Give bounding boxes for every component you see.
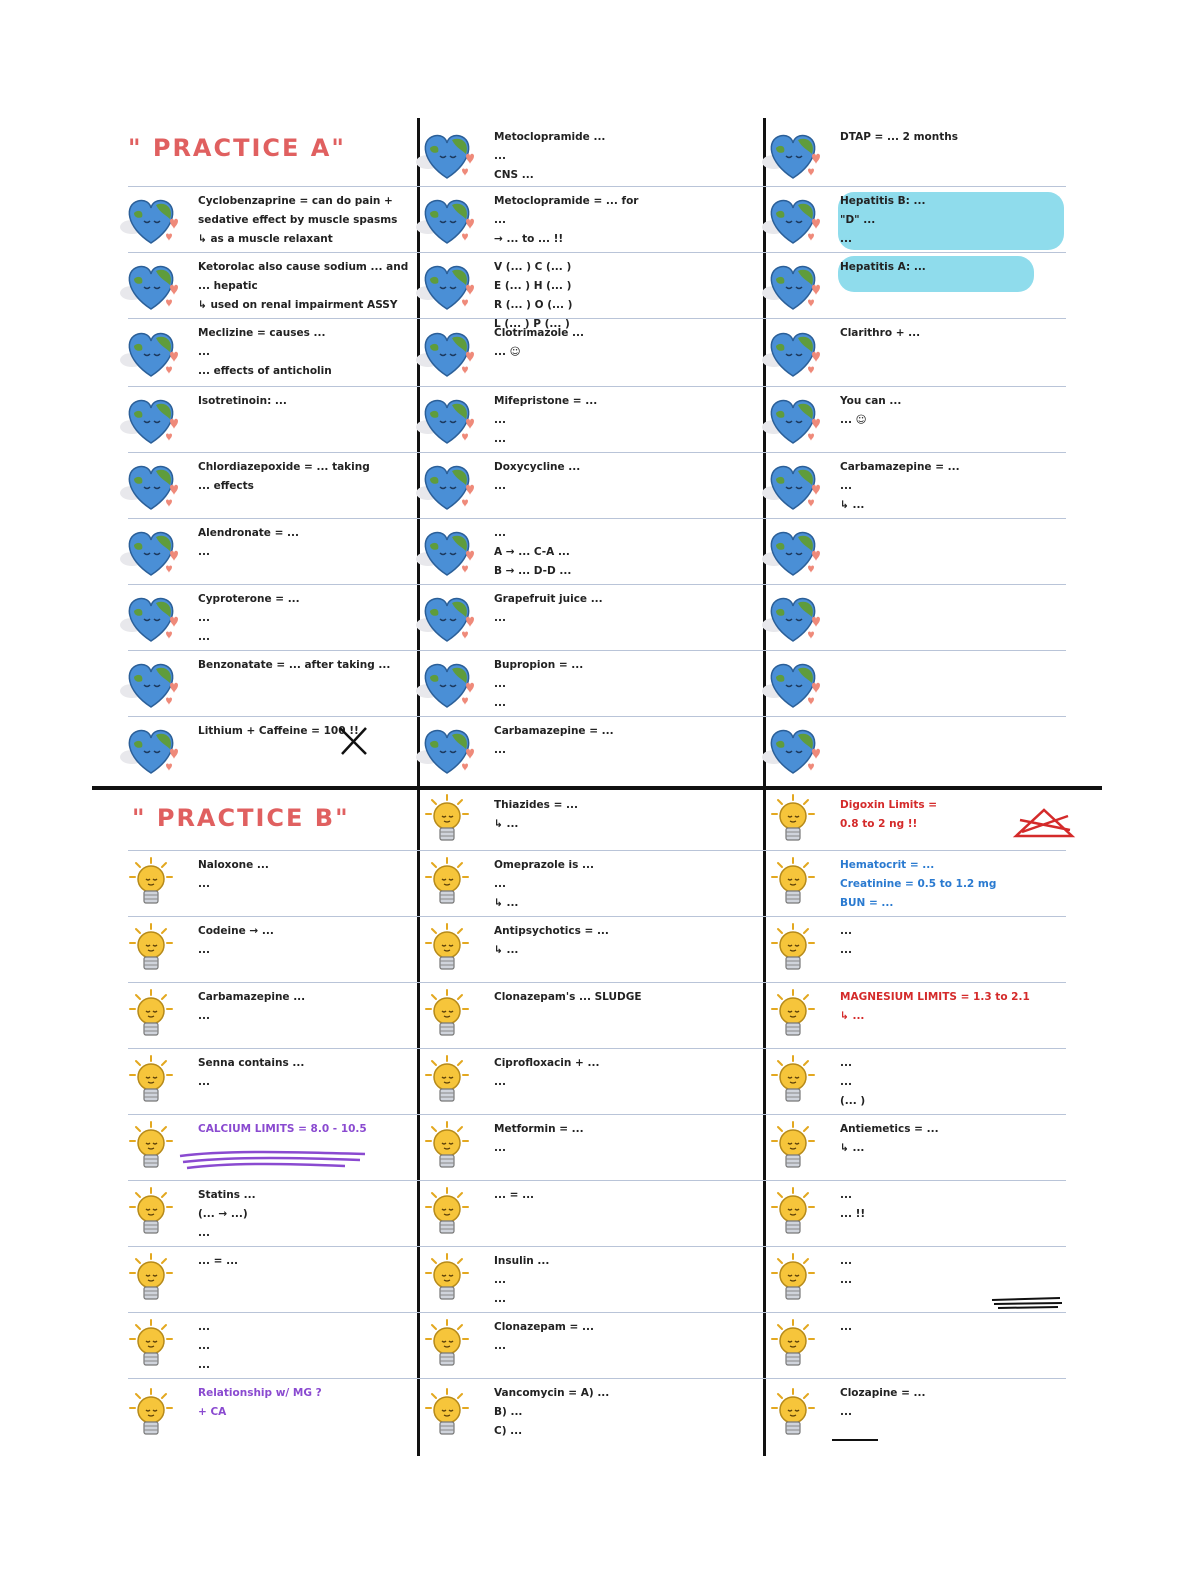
note-a-col2-4: Mifepristone = ... ... ... <box>494 395 598 445</box>
heart-earth-icon <box>120 589 182 645</box>
row-line-b-7 <box>128 1246 1066 1247</box>
lightbulb-icon <box>416 855 478 911</box>
heart-earth-icon <box>120 257 182 313</box>
heart-earth-icon <box>762 257 824 313</box>
note-b-col3-8: ... <box>840 1321 852 1333</box>
lightbulb-icon <box>762 792 824 848</box>
note-a-col2-8: Bupropion = ... ... ... <box>494 659 584 709</box>
note-a-col2-3: Clotrimazole ... ... ☺ <box>494 327 585 358</box>
note-a-col3-9 <box>840 722 1058 780</box>
note-b-col3-2: ... ... <box>840 925 852 956</box>
heart-earth-icon <box>762 655 824 711</box>
lightbulb-icon <box>762 1317 824 1373</box>
row-line-a-7 <box>128 584 1066 585</box>
note-b-col1-2: Carbamazepine ... ... <box>198 991 306 1022</box>
note-a-col3-2: Hepatitis A: ... <box>840 261 926 273</box>
note-a-col2-9: Carbamazepine = ... ... <box>494 725 614 756</box>
heart-earth-icon <box>416 126 478 182</box>
lightbulb-icon <box>762 1386 824 1442</box>
lightbulb-icon <box>120 921 182 977</box>
note-b-col3-3: MAGNESIUM LIMITS = 1.3 to 2.1 ↳ ... <box>840 991 1030 1022</box>
note-a-col1-4: Chlordiazepoxide = ... taking ... effects <box>198 461 370 492</box>
digoxin-star-scribble <box>1010 806 1078 844</box>
heart-earth-icon <box>416 589 478 645</box>
row-line-a-3 <box>128 318 1066 319</box>
section-title-b: " PRACTICE B" <box>132 804 350 832</box>
note-a-col1-0: Cyclobenzaprine = can do pain + sedative effect by muscle spasms ↳ as a muscle relaxant <box>198 195 398 245</box>
lightbulb-icon <box>120 1251 182 1307</box>
heart-earth-icon <box>762 457 824 513</box>
heart-earth-icon <box>120 721 182 777</box>
lightbulb-icon <box>416 987 478 1043</box>
lightbulb-icon <box>416 1185 478 1241</box>
scribble-underline <box>988 1294 1066 1312</box>
heart-earth-icon <box>120 391 182 447</box>
row-line-a-6 <box>128 518 1066 519</box>
note-a-col3-4: You can ... ... ☺ <box>840 395 902 426</box>
note-b-col3-6: ... ... !! <box>840 1189 866 1220</box>
lightbulb-icon <box>416 921 478 977</box>
heart-earth-icon <box>120 457 182 513</box>
row-line-b-2 <box>128 916 1066 917</box>
row-line-a-8 <box>128 650 1066 651</box>
heart-earth-icon <box>416 324 478 380</box>
note-b-col1-5: Statins ... (... → ...) ... <box>198 1189 256 1239</box>
note-a-col3-7 <box>840 590 1058 648</box>
note-a-col3-6 <box>840 524 1058 582</box>
row-line-b-4 <box>128 1048 1066 1049</box>
note-a-col1-2: Meclizine = causes ... ... ... effects of anticholin <box>198 327 332 377</box>
lithium-x-mark <box>336 724 370 758</box>
note-a-col3-1: Hepatitis B: ... "D" ... ... <box>840 195 926 245</box>
lightbulb-icon <box>762 1251 824 1307</box>
lightbulb-icon <box>120 1119 182 1175</box>
note-a-col2-0: Metoclopramide ... ... CNS ... <box>494 131 606 181</box>
lightbulb-icon <box>416 1317 478 1373</box>
heart-earth-icon <box>762 523 824 579</box>
row-line-a-5 <box>128 452 1066 453</box>
heart-earth-icon <box>120 324 182 380</box>
heart-earth-icon <box>762 721 824 777</box>
note-a-col3-5: Carbamazepine = ... ... ↳ ... <box>840 461 960 511</box>
lightbulb-icon <box>416 1386 478 1442</box>
note-a-col1-8: Lithium + Caffeine = 100 !! <box>198 725 359 737</box>
row-line-a-9 <box>128 716 1066 717</box>
note-a-col1-7: Benzonatate = ... after taking ... <box>198 659 391 671</box>
note-b-col2-7: Insulin ... ... ... <box>494 1255 550 1305</box>
section-divider <box>92 786 1102 790</box>
lightbulb-icon <box>120 1053 182 1109</box>
note-b-col1-6: ... = ... <box>198 1255 239 1267</box>
note-b-col2-6: ... = ... <box>494 1189 535 1201</box>
row-line-b-3 <box>128 982 1066 983</box>
note-b-col3-4: ... ... (... ) <box>840 1057 866 1107</box>
note-b-col3-5: Antiemetics = ... ↳ ... <box>840 1123 939 1154</box>
heart-earth-icon <box>416 721 478 777</box>
note-b-col2-0: Thiazides = ... ↳ ... <box>494 799 578 830</box>
note-a-col3-8 <box>840 656 1058 714</box>
lightbulb-icon <box>120 1185 182 1241</box>
heart-earth-icon <box>762 324 824 380</box>
note-b-col3-0: Digoxin Limits = 0.8 to 2 ng !! <box>840 799 938 830</box>
note-b-col1-3: Senna contains ... ... <box>198 1057 305 1088</box>
note-a-col2-5: Doxycycline ... ... <box>494 461 581 492</box>
heart-earth-icon <box>416 191 478 247</box>
note-a-col2-1: Metoclopramide = ... for ... → ... to ... !! <box>494 195 639 245</box>
note-b-col2-1: Omeprazole is ... ... ↳ ... <box>494 859 594 909</box>
note-b-col3-1: Hematocrit = ... Creatinine = 0.5 to 1.2 mg BUN = ... <box>840 859 997 909</box>
note-b-col3-7: ... ... <box>840 1255 852 1286</box>
lightbulb-icon <box>120 855 182 911</box>
calcium-underline-scribble <box>175 1148 375 1172</box>
note-b-col1-7: ... ... ... <box>198 1321 210 1371</box>
row-line-b-8 <box>128 1312 1066 1313</box>
note-a-col1-5: Alendronate = ... ... <box>198 527 300 558</box>
row-line-b-5 <box>128 1114 1066 1115</box>
note-b-col1-0: Naloxone ... ... <box>198 859 269 890</box>
note-a-col3-3: Clarithro + ... <box>840 327 921 339</box>
note-a-col2-7: Grapefruit juice ... ... <box>494 593 603 624</box>
note-b-col2-9: Vancomycin = A) ... B) ... C) ... <box>494 1387 610 1437</box>
heart-earth-icon <box>762 391 824 447</box>
row-line-a-1 <box>128 186 1066 187</box>
heart-earth-icon <box>416 257 478 313</box>
row-line-a-2 <box>128 252 1066 253</box>
lightbulb-icon <box>416 1119 478 1175</box>
lightbulb-icon <box>762 1119 824 1175</box>
note-b-col2-8: Clonazepam = ... ... <box>494 1321 594 1352</box>
lightbulb-icon <box>120 1386 182 1442</box>
lightbulb-icon <box>762 1185 824 1241</box>
row-line-b-9 <box>128 1378 1066 1379</box>
section-title-a: " PRACTICE A" <box>128 134 346 162</box>
note-a-col1-6: Cyproterone = ... ... ... <box>198 593 300 643</box>
row-line-b-6 <box>128 1180 1066 1181</box>
heart-earth-icon <box>762 589 824 645</box>
note-a-col2-6: ... A → ... C-A ... B → ... D-D ... <box>494 527 572 577</box>
lightbulb-icon <box>416 1053 478 1109</box>
note-b-col3-9: Clozapine = ... ... <box>840 1387 926 1418</box>
note-b-col1-4: CALCIUM LIMITS = 8.0 - 10.5 <box>198 1123 367 1135</box>
note-b-col2-5: Metformin = ... ... <box>494 1123 584 1154</box>
lightbulb-icon <box>120 1317 182 1373</box>
heart-earth-icon <box>120 523 182 579</box>
lightbulb-icon <box>120 987 182 1043</box>
heart-earth-icon <box>416 457 478 513</box>
heart-earth-icon <box>120 191 182 247</box>
lightbulb-icon <box>416 1251 478 1307</box>
note-b-col1-8: Relationship w/ MG ? + CA <box>198 1387 322 1418</box>
lightbulb-icon <box>762 1053 824 1109</box>
heart-earth-icon <box>762 191 824 247</box>
note-b-col1-1: Codeine → ... ... <box>198 925 274 956</box>
know-underline <box>830 1436 880 1444</box>
note-a-col1-1: Ketorolac also cause sodium ... and ... hepatic ↳ used on renal impairment ASSY <box>198 261 409 311</box>
heart-earth-icon <box>120 655 182 711</box>
note-a-col3-0: DTAP = ... 2 months <box>840 131 958 143</box>
heart-earth-icon <box>416 391 478 447</box>
heart-earth-icon <box>762 126 824 182</box>
note-b-col2-3: Clonazepam's ... SLUDGE <box>494 991 642 1003</box>
lightbulb-icon <box>762 921 824 977</box>
row-line-a-4 <box>128 386 1066 387</box>
note-b-col2-2: Antipsychotics = ... ↳ ... <box>494 925 609 956</box>
lightbulb-icon <box>762 855 824 911</box>
lightbulb-icon <box>762 987 824 1043</box>
note-a-col2-2: V (... ) C (... ) E (... ) H (... ) R (... ) O (... ) L (... ) P (... ) <box>494 261 573 330</box>
lightbulb-icon <box>416 792 478 848</box>
row-line-b-1 <box>128 850 1066 851</box>
heart-earth-icon <box>416 523 478 579</box>
note-a-col1-3: Isotretinoin: ... <box>198 395 287 407</box>
heart-earth-icon <box>416 655 478 711</box>
note-b-col2-4: Ciprofloxacin + ... ... <box>494 1057 600 1088</box>
